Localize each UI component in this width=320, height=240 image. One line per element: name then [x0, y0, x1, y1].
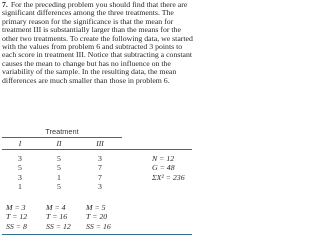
score-cell: 1: [57, 172, 61, 182]
bottom-rule: [2, 234, 192, 235]
score-cell: 3: [98, 182, 102, 192]
treatment-2-scores: [46, 154, 72, 192]
treatment-1-scores: [8, 154, 32, 192]
treatment-3-summary: [86, 203, 111, 231]
score-cell: 3: [98, 154, 102, 163]
score-cell: 5: [57, 163, 61, 173]
column-header-3: III: [96, 139, 104, 148]
score-cell: 5: [18, 163, 22, 173]
score-cell: 1: [18, 182, 22, 192]
total-value: T = 12: [6, 212, 28, 222]
mean-value: M = 3: [6, 203, 26, 212]
score-cell: 3: [18, 154, 22, 163]
ss-value: SS = 8: [6, 221, 27, 231]
treatment-2-summary: [46, 203, 71, 231]
ss-value: SS = 16: [86, 221, 111, 231]
score-cell: 5: [57, 182, 61, 192]
treatment-1-summary: [6, 203, 27, 231]
mean-value: M = 5: [86, 203, 106, 212]
overall-stats: [152, 154, 185, 182]
caption-rule: [2, 137, 122, 138]
score-cell: 7: [98, 172, 102, 182]
mean-value: M = 4: [46, 203, 66, 212]
column-header-2: II: [56, 139, 62, 148]
ss-value: SS = 12: [46, 221, 71, 231]
sum-x-squared-value: ΣX² = 236: [152, 172, 185, 182]
problem-7: [2, 1, 198, 85]
header-rule: [2, 149, 192, 150]
g-value: G = 48: [152, 163, 175, 173]
score-cell: 3: [18, 172, 22, 182]
table-caption: Treatment: [45, 127, 79, 136]
n-value: N = 12: [152, 154, 175, 163]
treatment-3-scores: [86, 154, 114, 192]
column-header-1: I: [18, 139, 22, 148]
score-cell: 5: [57, 154, 61, 163]
problem-text: For the preceding problem you should find that there are significant differences among the three treatments. The primary reason for the significance is that the mean for treatment III is substantially larger than the means for the other two treatments. To create the following data, we started with the values from problem 6 and subtracted 3 points to each score in treatment III. Notice that subtracting a constant causes the mean to change but has no influence on the variability of the sample. In the resulting data, the mean differences are much smaller than those in problem 6.: [2, 0, 193, 85]
total-value: T = 20: [86, 212, 108, 222]
score-cell: 7: [98, 163, 102, 173]
problem-number: 7.: [2, 0, 8, 9]
total-value: T = 16: [46, 212, 68, 222]
